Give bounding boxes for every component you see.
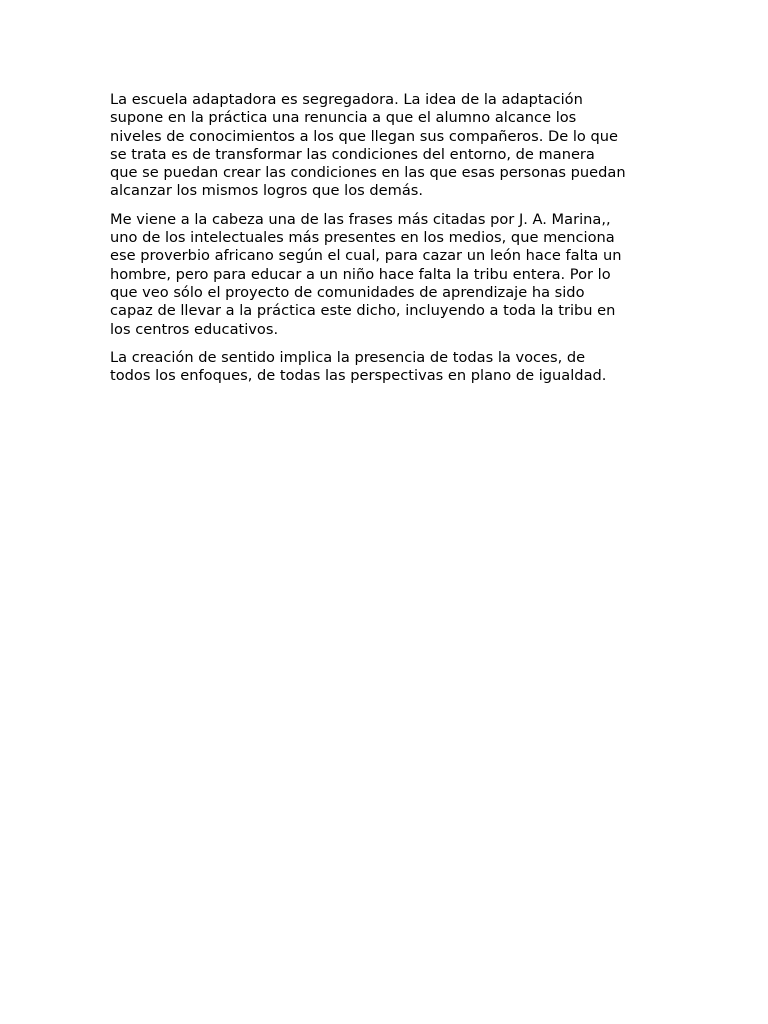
- text-line: capaz de llevar a la práctica este dicho, incluyendo a toda la tribu en: [110, 302, 616, 320]
- text-line: que veo sólo el proyecto de comunidades de aprendizaje ha sido: [110, 283, 585, 301]
- paragraph-3: [110, 349, 670, 386]
- paragraph-1: [110, 91, 670, 201]
- text-line: La escuela adaptadora es segregadora. La idea de la adaptación: [110, 91, 583, 108]
- text-line: La creación de sentido implica la presencia de todas la voces, de: [110, 348, 586, 366]
- text-line: los centros educativos.: [110, 320, 279, 338]
- text-line: Me viene a la cabeza una de las frases más citadas por J. A. Marina,,: [110, 210, 611, 228]
- text-line: hombre, pero para educar a un niño hace falta la tribu entera. Por lo: [110, 265, 611, 283]
- text-line: supone en la práctica una renuncia a que el alumno alcance los: [110, 109, 577, 127]
- text-line: que se puedan crear las condiciones en las que esas personas puedan: [110, 164, 626, 182]
- text-line: ese proverbio africano según el cual, para cazar un león hace falta un: [110, 247, 622, 265]
- paragraph-2: [110, 211, 670, 339]
- text-line: alcanzar los mismos logros que los demás.: [110, 182, 424, 200]
- text-line: uno de los intelectuales más presentes en los medios, que menciona: [110, 229, 615, 247]
- text-line: niveles de conocimientos a los que llegan sus compañeros. De lo que: [110, 127, 618, 145]
- text-line: se trata es de transformar las condiciones del entorno, de manera: [110, 145, 595, 163]
- document-body: [110, 91, 670, 395]
- text-line: todos los enfoques, de todas las perspectivas en plano de igualdad.: [110, 367, 607, 385]
